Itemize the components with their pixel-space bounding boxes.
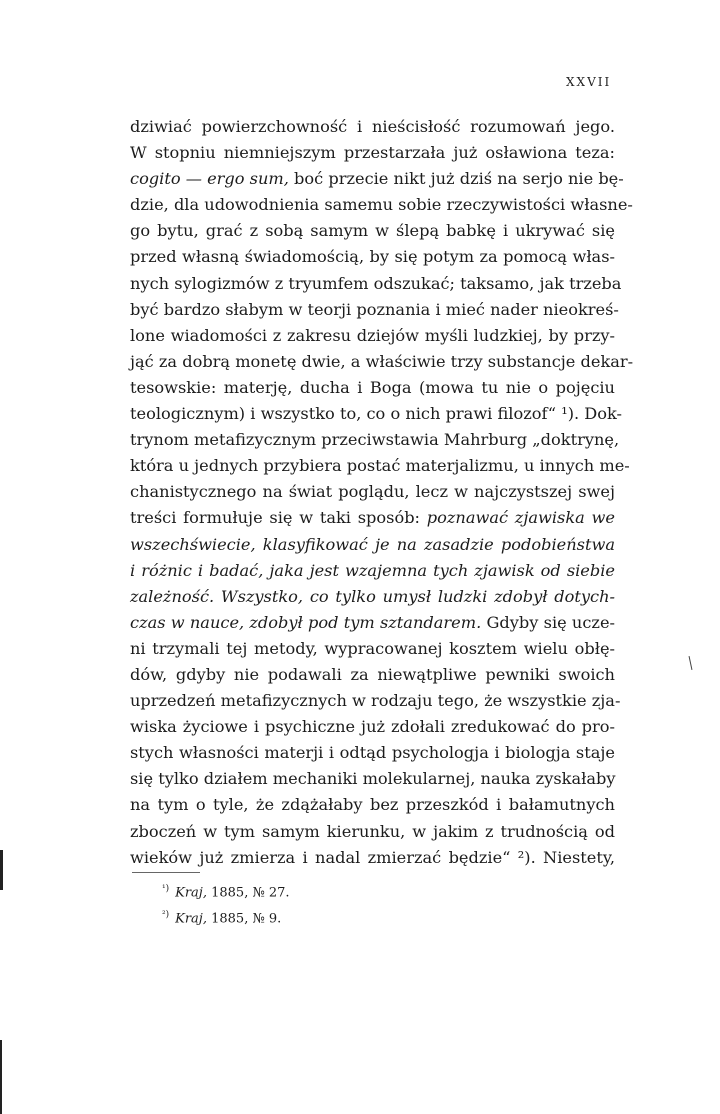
text-segment: dów, gdyby nie podawali za niewątpliwe pewniki swoich: [130, 664, 615, 684]
text-line: [130, 427, 620, 453]
text-line: [130, 505, 615, 531]
text-segment: treści formułuje się w taki sposób:: [130, 508, 427, 528]
text-line: [130, 636, 615, 662]
text-line: [130, 532, 615, 558]
text-segment: wieków już zmierza i nadal zmierzać będzie“ ²). Niestety,: [130, 847, 615, 867]
scan-edge-mark: [0, 850, 3, 890]
text-segment: go bytu, grać z sobą samym w ślepą babkę i ukrywać się: [130, 221, 615, 241]
text-segment: być bardzo słabym w teorji poznania i mieć nader nieokreś-: [130, 299, 619, 319]
text-segment: dzie, dla udowodnienia samemu sobie rzeczywistości własne-: [130, 195, 633, 215]
text-line: [130, 584, 615, 610]
text-line: [130, 401, 623, 427]
text-segment: Gdyby się ucze-: [481, 612, 615, 632]
text-line: [130, 479, 615, 505]
text-line: [130, 688, 621, 714]
footnote-rule: [132, 872, 200, 873]
text-line: [130, 453, 630, 479]
text-segment: dziwiać powierzchowność i nieścisłość rozumowań jego.: [130, 117, 615, 136]
text-line: [130, 845, 615, 871]
italic-text: i różnic i badać, jaka jest wzajemna tych zjawisk od siebie: [130, 560, 615, 580]
text-line: [130, 218, 615, 244]
text-line: [130, 610, 615, 636]
text-line: [130, 662, 615, 688]
text-line: [130, 740, 615, 766]
footnote-source: Kraj,: [175, 911, 207, 927]
text-segment: lone wiadomości z zakresu dziejów myśli ludzkiej, by przy-: [130, 325, 615, 345]
text-line: [130, 766, 615, 792]
text-segment: wiska życiowe i psychiczne już zdołali zredukować do pro-: [130, 717, 615, 737]
italic-text: czas w nauce, zdobył pod tym sztandarem.: [130, 612, 482, 632]
text-segment: ni trzymali tej metody, wypracowanej kosztem wielu obłę-: [130, 638, 615, 658]
text-line: [130, 323, 615, 349]
text-line: [130, 244, 615, 270]
text-segment: trynom metafizycznym przeciwstawia Mahrburg „doktrynę,: [130, 430, 620, 450]
text-line: [130, 819, 615, 845]
text-line: [130, 297, 619, 323]
footnote-1: [162, 878, 290, 904]
text-line: [130, 375, 615, 401]
text-segment: nych sylogizmów z tryumfem odszukać; taksamo, jak trzeba: [130, 273, 622, 293]
italic-text: poznawać zjawiska we: [426, 508, 615, 528]
text-segment: stych własności materji i odtąd psychologja i biologja staje: [130, 743, 615, 763]
footnote-text: 1885, № 27.: [211, 885, 290, 901]
text-line: [130, 792, 615, 818]
text-line: [130, 714, 615, 740]
page-number: XXVII: [566, 75, 612, 89]
footnote-2: [162, 904, 290, 930]
text-line: [130, 271, 622, 297]
text-line: [130, 114, 615, 140]
text-segment: zboczeń w tym samym kierunku, w jakim z trudnością od: [130, 821, 615, 841]
footnote-text: 1885, № 9.: [211, 911, 282, 927]
italic-text: wszechświecie, klasyfikować je na zasadzie podobieństwa: [130, 534, 615, 554]
text-segment: przed własną świadomością, by się potym za pomocą włas-: [130, 247, 615, 267]
text-segment: uprzedzeń metafizycznych w rodzaju tego, że wszystkie zja-: [130, 691, 621, 711]
text-line: [130, 558, 615, 584]
italic-text: cogito — ergo sum,: [130, 169, 289, 189]
footnote-mark: ¹): [162, 884, 170, 894]
scan-edge-mark: [0, 1040, 2, 1114]
text-line: [130, 166, 624, 192]
text-line: [130, 192, 633, 218]
footnote-source: Kraj,: [175, 885, 207, 901]
margin-pencil-mark: [689, 656, 693, 670]
italic-text: zależność. Wszystko, co tylko umysł ludzki zdobył dotych-: [130, 586, 615, 606]
text-line: [130, 349, 634, 375]
text-segment: tesowskie: materję, ducha i Boga (mowa tu nie o pojęciu: [130, 377, 615, 397]
text-segment: jąć za dobrą monetę dwie, a właściwie trzy substancje dekar-: [130, 351, 634, 371]
text-segment: teologicznym) i wszystko to, co o nich prawi filozof“ ¹). Dok-: [130, 404, 623, 424]
text-segment: która u jednych przybiera postać materjalizmu, u innych me-: [130, 456, 630, 476]
text-segment: na tym o tyle, że zdążałaby bez przeszkód i bałamutnych: [130, 795, 615, 815]
text-segment: boć przecie nikt już dziś na serjo nie bę-: [288, 169, 624, 189]
text-segment: się tylko działem mechaniki molekularnej, nauka zyskałaby: [130, 769, 616, 789]
text-segment: W stopniu niemniejszym przestarzała już osławiona teza:: [130, 143, 615, 163]
text-segment: chanistycznego na świat poglądu, lecz w najczystszej swej: [130, 482, 615, 502]
footnotes: [162, 878, 290, 931]
body-text: [130, 114, 634, 871]
text-line: [130, 140, 615, 166]
footnote-mark: ²): [162, 910, 170, 921]
